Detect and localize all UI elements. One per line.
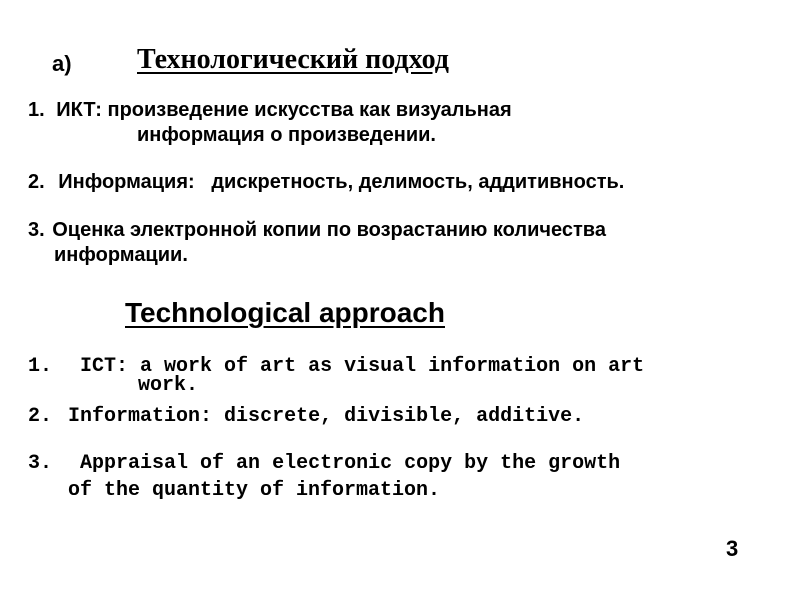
item-text-line: ИКТ: произведение искусства как визуальная [56,99,512,121]
english-item-3-continuation: of the quantity of information. [68,479,441,502]
item-text-line: Appraisal of an electronic copy by the growth [80,452,621,475]
item-number: 3. [28,452,53,475]
russian-item-1 [28,99,512,122]
item-text-line: Оценка электронной копии по возрастанию количества [52,219,606,241]
english-title: Technological approach [125,297,445,328]
russian-item-3 [28,219,606,242]
russian-item-3-continuation: информации. [54,244,188,266]
english-item-1 [28,356,644,378]
item-number: 2. [28,405,53,428]
russian-item-2 [28,171,624,194]
item-number: 2. [28,171,45,193]
item-number: 1. [28,355,53,378]
page-number: 3 [726,536,739,561]
item-text-line: Информация: дискретность, делимость, аддитивность. [58,171,625,193]
russian-item-1-continuation: информация о произведении. [137,124,436,146]
item-number: 3. [28,219,45,241]
english-item-2 [28,406,584,428]
english-item-1-continuation: work. [138,374,199,397]
item-text-line: Information: discrete, divisible, additive. [68,405,585,428]
item-text-line: ICT: a work of art as visual information on art [80,355,645,378]
russian-title: Технологический подход [137,44,449,75]
section-marker: а) [52,51,72,76]
item-number: 1. [28,99,45,121]
english-item-3 [28,453,620,475]
